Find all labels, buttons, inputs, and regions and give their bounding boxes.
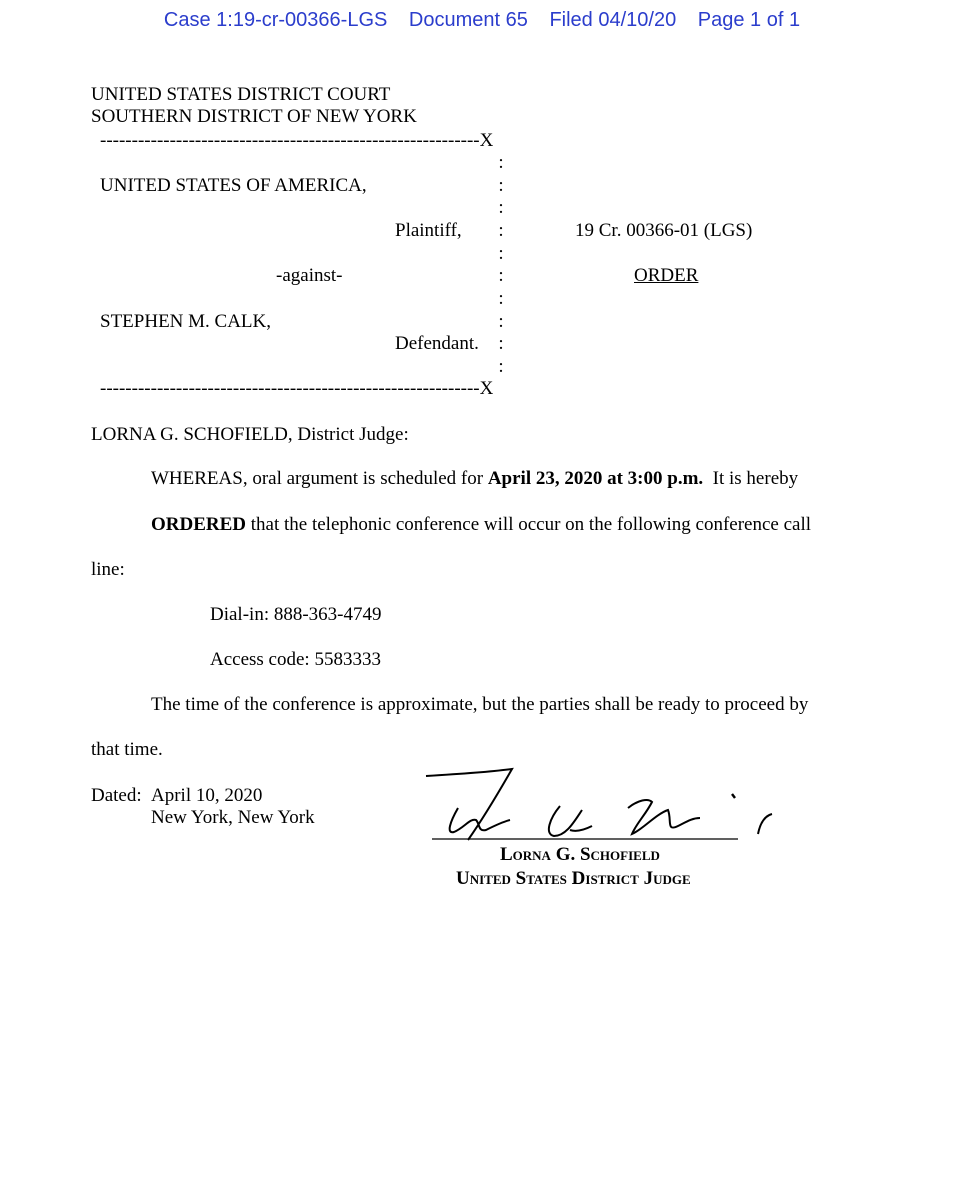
paragraph-ordered-cont: line: (91, 559, 125, 580)
ecf-case-number: Case 1:19-cr-00366-LGS (163, 9, 388, 31)
ecf-header (0, 9, 964, 32)
paragraph-whereas (151, 468, 798, 490)
caption-colon: : (498, 175, 504, 196)
hearing-date: April 23, 2020 at 3:00 p.m. (487, 468, 704, 489)
ecf-document-number: Document 65 (408, 9, 528, 31)
paragraph-whereas-tail: It is hereby (703, 468, 799, 489)
court-name-line2: SOUTHERN DISTRICT OF NEW YORK (91, 106, 417, 127)
case-number: 19 Cr. 00366-01 (LGS) (575, 220, 753, 241)
ecf-page-number: Page 1 of 1 (697, 9, 801, 31)
caption-bottom-rule: ------------------------------------------------------------X (100, 378, 494, 399)
caption-colon: : (498, 265, 504, 286)
access-code: Access code: 5583333 (210, 649, 381, 670)
caption-colon: : (498, 152, 504, 173)
signer-name: Lorna G. Schofield (500, 844, 660, 865)
caption-colon: : (498, 243, 504, 264)
dated-place: New York, New York (151, 807, 315, 828)
signer-title: United States District Judge (456, 868, 691, 889)
defendant-role: Defendant. (395, 333, 479, 354)
dated-date: April 10, 2020 (151, 785, 263, 806)
ecf-filed-date: Filed 04/10/20 (549, 9, 677, 31)
paragraph-ordered (151, 514, 811, 536)
ordered-label: ORDERED (151, 514, 247, 535)
judge-line: LORNA G. SCHOFIELD, District Judge: (91, 424, 409, 445)
versus-label: -against- (276, 265, 343, 286)
plaintiff-name: UNITED STATES OF AMERICA, (100, 175, 367, 196)
defendant-name: STEPHEN M. CALK, (100, 311, 272, 332)
caption-colon: : (498, 311, 504, 332)
caption-colon: : (498, 288, 504, 309)
dial-in-number: Dial-in: 888-363-4749 (210, 604, 382, 625)
paragraph-ordered-text: that the telephonic conference will occur on the following conference call (246, 514, 812, 535)
caption-colon: : (498, 220, 504, 241)
document-title: ORDER (634, 265, 699, 286)
paragraph-whereas-text: WHEREAS, oral argument is scheduled for (151, 468, 488, 489)
dated-label: Dated: (91, 785, 142, 806)
caption-colon: : (498, 333, 504, 354)
court-name-line1: UNITED STATES DISTRICT COURT (91, 84, 391, 105)
caption-colon: : (498, 197, 504, 218)
paragraph-time-cont: that time. (91, 739, 163, 760)
judge-signature (420, 760, 780, 850)
caption-top-rule: ------------------------------------------------------------X (100, 130, 494, 151)
caption-colon: : (498, 356, 504, 377)
paragraph-time: The time of the conference is approximate, but the parties shall be ready to proceed by (151, 694, 809, 715)
plaintiff-role: Plaintiff, (395, 220, 462, 241)
